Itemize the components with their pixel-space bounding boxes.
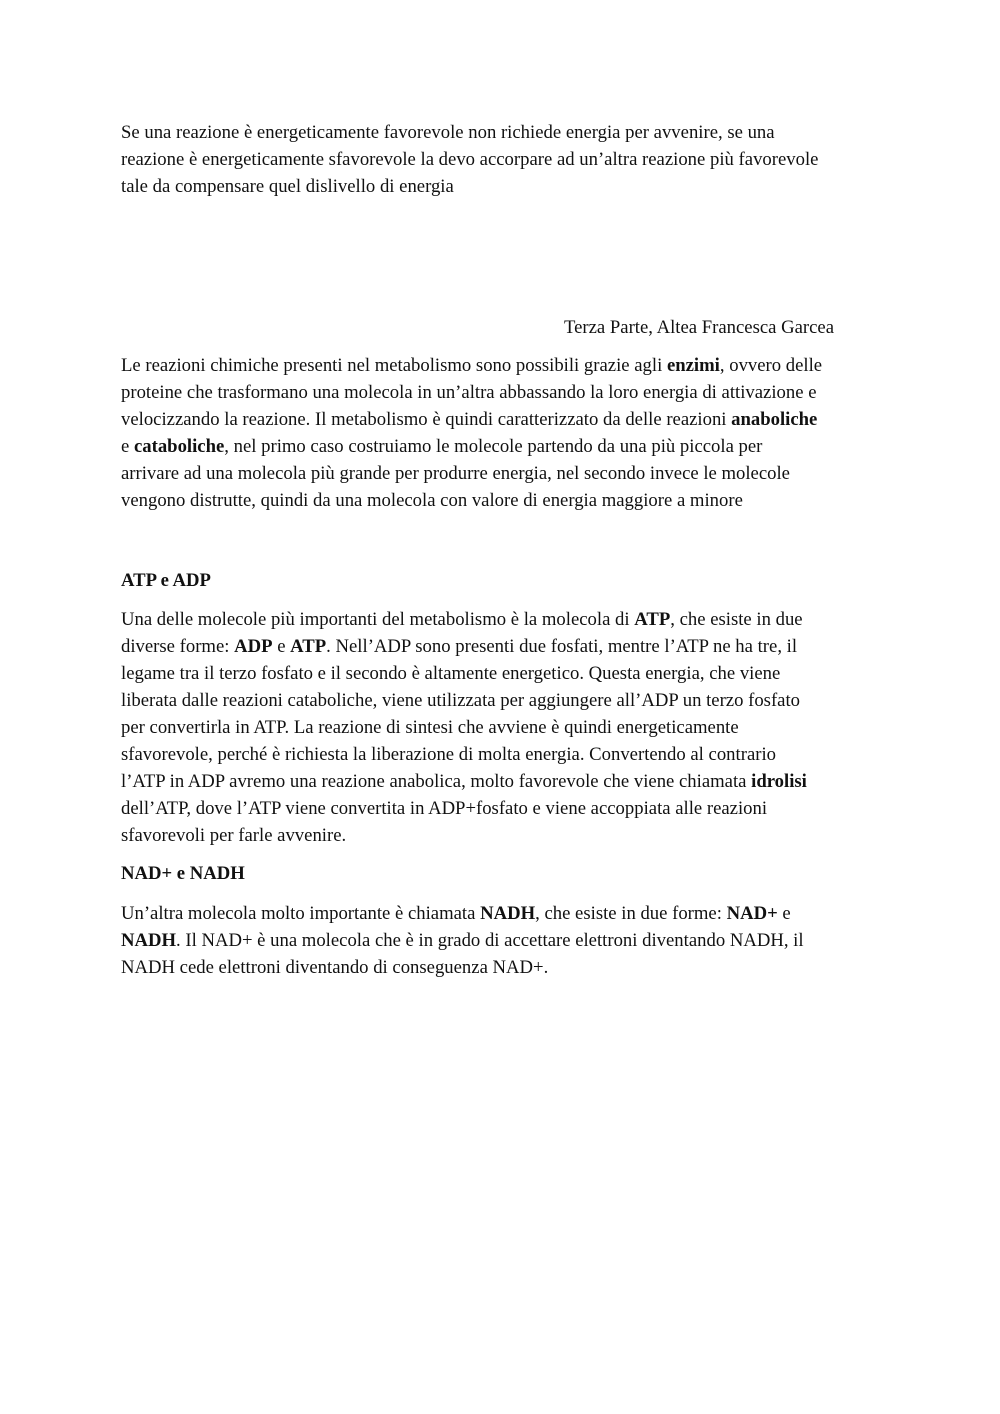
text-line: reazione è energeticamente sfavorevole la devo accorpare ad un’altra reazione più favorevole [121, 149, 819, 170]
text-line: per convertirla in ATP. La reazione di sintesi che avviene è quindi energeticamente [121, 717, 739, 738]
author-line: Terza Parte, Altea Francesca Garcea [564, 317, 835, 338]
bold-term: NADH [480, 903, 536, 924]
text-line: proteine che trasformano una molecola in un’altra abbassando la loro energia di attivazione e [121, 382, 817, 403]
nad-heading: NAD+ e NADH [121, 863, 245, 884]
metabolism-paragraph [121, 352, 883, 514]
bold-term: NAD+ [726, 903, 778, 924]
text-line: diverse forme: ADP e ATP. Nell’ADP sono presenti due fosfati, mentre l’ATP ne ha tre, il [121, 636, 798, 657]
text-line: l’ATP in ADP avremo una reazione anabolica, molto favorevole che viene chiamata idrolisi [121, 771, 807, 792]
bold-term: idrolisi [751, 771, 807, 792]
intro-paragraph [121, 119, 883, 200]
text-line: NADH. Il NAD+ è una molecola che è in grado di accettare elettroni diventando NADH, il [121, 930, 804, 951]
text-line: sfavorevole, perché è richiesta la liberazione di molta energia. Convertendo al contrario [121, 744, 776, 765]
text-line: Se una reazione è energeticamente favorevole non richiede energia per avvenire, se una [121, 122, 775, 143]
text-line: sfavorevoli per farle avvenire. [121, 825, 347, 846]
atp-paragraph [121, 606, 883, 849]
bold-term: anaboliche [731, 409, 818, 430]
bold-term: ADP [234, 636, 273, 657]
text-line: Le reazioni chimiche presenti nel metabolismo sono possibili grazie agli enzimi, ovvero delle [121, 355, 823, 376]
text-line: velocizzando la reazione. Il metabolismo è quindi caratterizzato da delle reazioni anaboliche [121, 409, 818, 430]
text-line: Un’altra molecola molto importante è chiamata NADH, che esiste in due forme: NAD+ e [121, 903, 791, 924]
bold-term: cataboliche [133, 436, 225, 457]
text-line: liberata dalle reazioni cataboliche, viene utilizzata per aggiungere all’ADP un terzo fosfato [121, 690, 801, 711]
text-line: NADH cede elettroni diventando di conseguenza NAD+. [121, 957, 549, 978]
bold-term: ATP [290, 636, 327, 657]
bold-term: NADH [121, 930, 177, 951]
text-line: dell’ATP, dove l’ATP viene convertita in ADP+fosfato e viene accoppiata alle reazioni [121, 798, 768, 819]
bold-term: enzimi [666, 355, 720, 376]
text-line: Una delle molecole più importanti del metabolismo è la molecola di ATP, che esiste in due [121, 609, 803, 630]
bold-term: ATP [634, 609, 671, 630]
text-line: legame tra il terzo fosfato e il secondo è altamente energetico. Questa energia, che viene [121, 663, 781, 684]
text-line: vengono distrutte, quindi da una molecola con valore di energia maggiore a minore [121, 490, 743, 511]
atp-heading: ATP e ADP [121, 570, 211, 591]
text-line: e cataboliche, nel primo caso costruiamo le molecole partendo da una più piccola per [121, 436, 763, 457]
text-line: tale da compensare quel dislivello di energia [121, 176, 454, 197]
text-line: arrivare ad una molecola più grande per produrre energia, nel secondo invece le molecole [121, 463, 790, 484]
nad-paragraph [121, 900, 883, 981]
